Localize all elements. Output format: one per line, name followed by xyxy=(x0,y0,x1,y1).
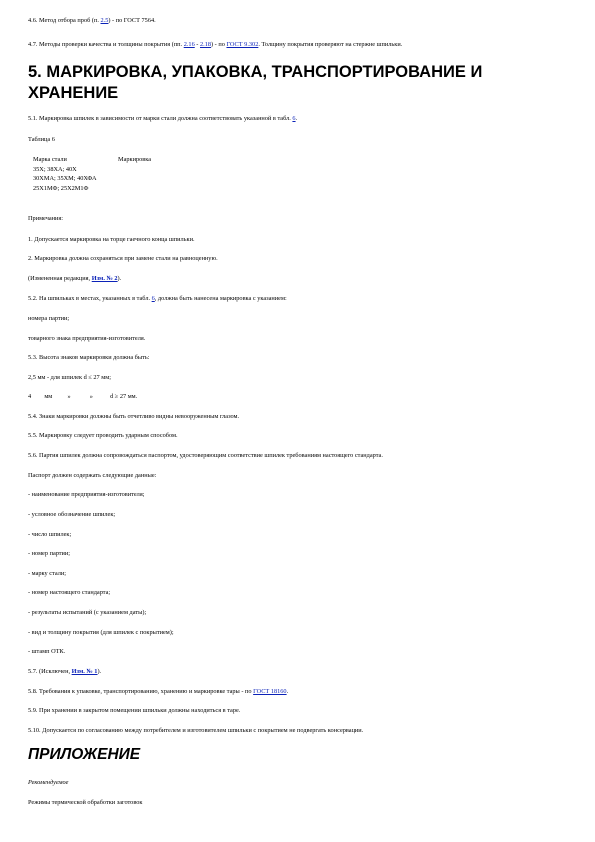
table-header-steel: Марка стали xyxy=(33,156,67,163)
text: ) - по xyxy=(211,41,227,48)
text: ). xyxy=(97,668,102,675)
text: - xyxy=(194,41,200,48)
table-header-row xyxy=(33,155,151,165)
link-change-1[interactable]: Изм. № 1 xyxy=(71,668,98,675)
passport-item: - номер партии; xyxy=(28,550,71,557)
para-5-3: 5.3. Высота знаков маркировки должна быть: xyxy=(28,354,150,361)
para-5-9: 5.9. При хранении в закрытом помещении шпильки должны находиться в таре. xyxy=(28,707,241,714)
text: 5.8. Требования к упаковке, транспортированию, хранению и маркировке тары - по xyxy=(28,688,254,695)
passport-item: - штамп ОТК. xyxy=(28,648,66,655)
para-5-2-item: номера партии; xyxy=(28,315,70,322)
passport-item: - число шпилек; xyxy=(28,531,72,538)
para-5-2-item: товарного знака предприятия-изготовителя. xyxy=(28,335,146,342)
text: 5.1. Маркировка шпилек в зависимости от марки стали должна соответствовать указанной в табл. xyxy=(28,115,293,122)
link-change-2[interactable]: Изм. № 2 xyxy=(91,275,118,282)
link-2-18[interactable]: 2.18 xyxy=(199,41,212,48)
para-5-2 xyxy=(28,295,287,303)
appendix-title: ПРИЛОЖЕНИЕ xyxy=(28,746,141,763)
para-5-4: 5.4. Знаки маркировки должны быть отчетливо видны невооруженным глазом. xyxy=(28,413,240,420)
text: 4.7. Методы проверки качества и толщины покрытия (пп. xyxy=(28,41,184,48)
passport-item: - наименование предприятия-изготовителя; xyxy=(28,491,145,498)
text: 5.7. (Исключен, xyxy=(28,668,72,675)
text: ) - по ГОСТ 7564. xyxy=(108,17,156,24)
passport-intro: Паспорт должен содержать следующие данные: xyxy=(28,472,157,479)
link-table-6[interactable]: 6 xyxy=(292,115,296,122)
link-2-5[interactable]: 2.5 xyxy=(100,17,109,24)
text: , должна быть нанесена маркировка с указанием: xyxy=(154,295,287,302)
text: ). xyxy=(117,275,122,282)
para-5-10: 5.10. Допускается по согласованию между потребителем и изготовителем шпильки с покрытием не подвергать консервации. xyxy=(28,727,364,734)
para-4-6 xyxy=(28,17,156,25)
text: 4 xyxy=(28,393,32,400)
note-1: 1. Допускается маркировка на торце гаечного конца шпильки. xyxy=(28,236,195,243)
link-2-16[interactable]: 2.16 xyxy=(183,41,195,48)
appendix-heading: Режимы термической обработки заготовок xyxy=(28,799,143,806)
section-5-title: 5. МАРКИРОВКА, УПАКОВКА, ТРАНСПОРТИРОВАНИЕ И ХРАНЕНИЕ xyxy=(28,63,483,102)
table-cell: 25Х1МФ; 25Х2М1Ф xyxy=(33,184,89,192)
text: . xyxy=(295,115,298,122)
text: » xyxy=(67,393,71,400)
link-table-6[interactable]: 6 xyxy=(151,295,155,302)
change-note-2 xyxy=(28,275,121,283)
para-5-5: 5.5. Маркировку следует проводить ударным способом. xyxy=(28,432,178,439)
text: мм xyxy=(44,393,53,400)
notes-title: Примечания: xyxy=(28,215,64,222)
para-4-7 xyxy=(28,41,402,49)
note-2: 2. Маркировка должна сохраняться при замене стали на равноценную. xyxy=(28,255,218,262)
table-header-marking: Маркировка xyxy=(118,156,152,163)
text: (Измененная редакция, xyxy=(28,275,92,282)
appendix-subtitle: Рекомендуемое xyxy=(28,779,69,786)
para-5-3-row: 2,5 мм - для шпилек d ≤ 27 мм; xyxy=(28,374,111,381)
passport-item: - результаты испытаний (с указанием даты); xyxy=(28,609,147,616)
para-5-1 xyxy=(28,115,297,123)
para-5-6: 5.6. Партия шпилек должна сопровождаться паспортом, удостоверяющим соответствие шпилек требованиям настоящего стандарта. xyxy=(28,452,383,459)
passport-item: - условное обозначение шпилек; xyxy=(28,511,116,518)
passport-item: - номер настоящего стандарта; xyxy=(28,589,111,596)
para-5-7 xyxy=(28,668,101,676)
para-5-8 xyxy=(28,688,288,696)
text: d ≥ 27 мм. xyxy=(110,393,138,400)
table-row xyxy=(33,165,151,175)
para-5-3-row xyxy=(28,393,137,401)
link-gost-18160[interactable]: ГОСТ 18160 xyxy=(253,688,287,695)
table-cell: 35Х; 38ХА; 40Х xyxy=(33,165,77,173)
marking-table xyxy=(33,155,151,193)
text: . Толщину покрытия проверяют на стержне шпильки. xyxy=(258,41,403,48)
text: . xyxy=(286,688,289,695)
text: 4.6. Метод отбора проб (п. xyxy=(28,17,101,24)
text: » xyxy=(89,393,93,400)
passport-item: - вид и толщину покрытия (для шпилек с покрытием); xyxy=(28,629,174,636)
text: 5.2. На шпильках в местах, указанных в табл. xyxy=(28,295,152,302)
link-gost-9-302[interactable]: ГОСТ 9.302 xyxy=(226,41,259,48)
table-row xyxy=(33,174,151,184)
table-cell: 30ХМА; 35ХМ; 40ХФА xyxy=(33,175,97,182)
table-caption: Таблица 6 xyxy=(28,136,55,143)
table-row xyxy=(33,184,151,194)
passport-item: - марку стали; xyxy=(28,570,66,577)
